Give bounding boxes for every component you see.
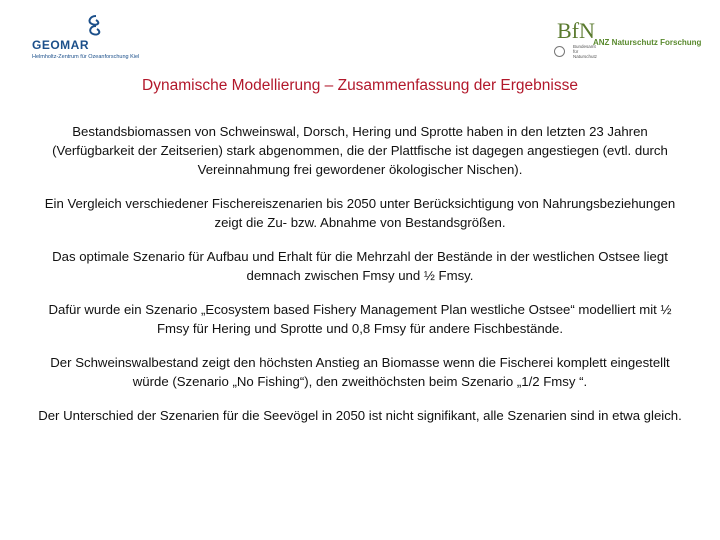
paragraph: Der Schweinswalbestand zeigt den höchsten Anstieg an Biomasse wenn die Fischerei komplett eingestellt würde (Szenario „No Fishing“), den zweithöchsten beim Szenario „1/2 Fmsy “. [50, 355, 670, 389]
summary-content [36, 122, 684, 440]
geomar-subtitle: Helmholtz-Zentrum für Ozeanforschung Kiel [32, 54, 140, 60]
bfn-subtitle: Bundesamt für Naturschutz [573, 44, 598, 59]
geomar-name: GEOMAR [32, 38, 89, 52]
geomar-swirl-icon [84, 14, 108, 38]
paragraph: Ein Vergleich verschiedener Fischereiszenarien bis 2050 unter Berücksichtigung von Nahrungsbeziehungen zeigt die Zu- bzw. Abnahme von Bestandsgrößen. [44, 196, 676, 230]
paragraph: Der Unterschied der Szenarien für die Seevögel in 2050 ist nicht signifikant, alle Szenarien sind in etwa gleich. [38, 408, 682, 423]
anz-label: ANZ Naturschutz Forschung [593, 38, 702, 47]
page-title: Dynamische Modellierung – Zusammenfassung der Ergebnisse [142, 77, 578, 94]
paragraph: Bestandsbiomassen von Schweinswal, Dorsch, Hering und Sprotte haben in den letzten 23 Jahren (Verfügbarkeit der Zeitserien) stark abgenommen, die der Plattfische ist dagegen angestiegen (evtl. durch Vereinnahmung frei gewordener ökologischer Nischen). [52, 124, 668, 177]
paragraph: Das optimale Szenario für Aufbau und Erhalt für die Mehrzahl der Bestände in der westlichen Ostsee liegt demnach zwischen Fmsy und ½ Fmsy. [52, 249, 668, 283]
bfn-mark: BfN [557, 18, 595, 43]
eagle-seal-icon [554, 46, 565, 57]
bfn-logo [553, 16, 702, 62]
paragraph: Dafür wurde ein Szenario „Ecosystem based Fishery Management Plan westliche Ostsee“ modelliert mit ½ Fmsy für Hering und Sprotte und 0,8 Fmsy für andere Fischbestände. [48, 302, 672, 336]
geomar-logo [30, 14, 160, 66]
